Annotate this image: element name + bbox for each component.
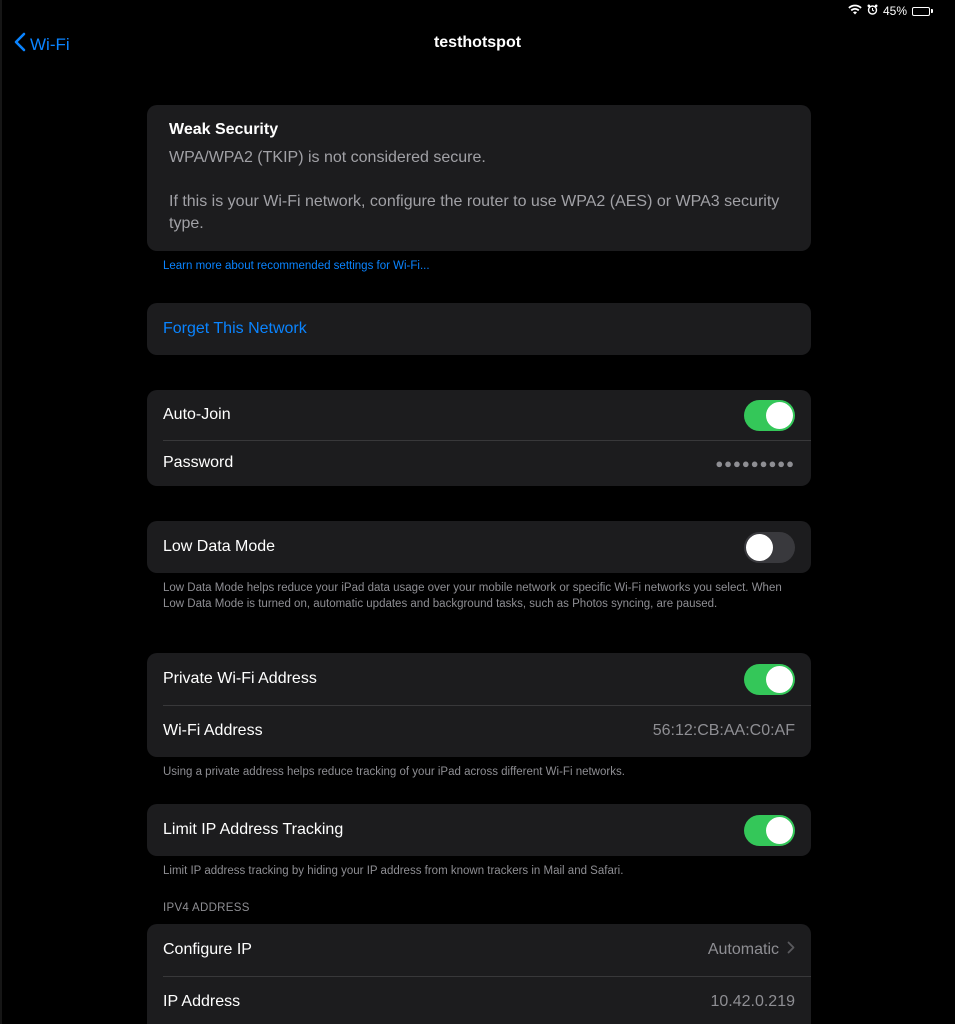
configure-ip-row[interactable] [147, 924, 811, 976]
forget-network-button[interactable]: Forget This Network [163, 320, 307, 337]
private-address-group [147, 653, 811, 757]
password-value: ●●●●●●●●● [715, 455, 795, 471]
chevron-right-icon [787, 941, 795, 959]
limit-tracking-label: Limit IP Address Tracking [163, 821, 344, 838]
private-address-toggle[interactable] [744, 664, 795, 695]
configure-ip-value: Automatic [707, 941, 779, 958]
ipv4-section-header: IPV4 ADDRESS [163, 902, 250, 914]
auto-join-toggle[interactable] [744, 400, 795, 431]
alarm-icon [867, 4, 878, 18]
configure-ip-label: Configure IP [163, 941, 252, 958]
join-group [147, 390, 811, 486]
auto-join-label: Auto-Join [163, 406, 231, 423]
low-data-footer: Low Data Mode helps reduce your iPad data usage over your mobile network or specific Wi-Fi networks you select. When Low Data Mode is turned on, automatic updates and background tasks, such as Photos syncing, are paused. [163, 582, 782, 610]
low-data-group [147, 521, 811, 573]
ip-address-label: IP Address [163, 993, 241, 1010]
learn-more-link[interactable]: Learn more about recommended settings for Wi-Fi... [163, 260, 430, 272]
back-label: Wi-Fi [30, 34, 70, 54]
wifi-address-row [147, 705, 811, 757]
auto-join-row [147, 390, 811, 440]
password-label: Password [163, 454, 234, 471]
private-address-label: Private Wi-Fi Address [163, 670, 317, 687]
ip-address-row [147, 976, 811, 1024]
weak-security-box [147, 105, 811, 251]
page-title: testhotspot [433, 34, 522, 51]
wifi-address-value: 56:12:CB:AA:C0:AF [652, 722, 795, 739]
low-data-row [147, 521, 811, 573]
ip-address-value: 10.42.0.219 [710, 993, 795, 1010]
screen-edge [0, 0, 2, 1024]
private-address-footer: Using a private address helps reduce tracking of your iPad across different Wi-Fi networks. [163, 766, 625, 778]
wifi-address-label: Wi-Fi Address [163, 722, 263, 739]
status-bar [848, 2, 933, 20]
forget-group [147, 303, 811, 355]
password-row[interactable] [147, 440, 811, 486]
private-address-row [147, 653, 811, 705]
low-data-toggle[interactable] [744, 532, 795, 563]
limit-tracking-footer: Limit IP address tracking by hiding your IP address from known trackers in Mail and Safari. [163, 865, 624, 877]
battery-icon [912, 7, 933, 16]
forget-network-row[interactable] [147, 303, 811, 355]
wifi-icon [848, 4, 862, 18]
limit-tracking-row [147, 804, 811, 856]
security-line-1: WPA/WPA2 (TKIP) is not considered secure. [169, 149, 486, 166]
ipv4-group [147, 924, 811, 1024]
security-title: Weak Security [169, 121, 279, 138]
security-line-2: If this is your Wi-Fi network, configure the router to use WPA2 (AES) or WPA3 security type. [169, 193, 780, 232]
low-data-label: Low Data Mode [163, 538, 276, 555]
limit-tracking-group [147, 804, 811, 856]
limit-tracking-toggle[interactable] [744, 815, 795, 846]
battery-percent: 45% [882, 4, 907, 18]
